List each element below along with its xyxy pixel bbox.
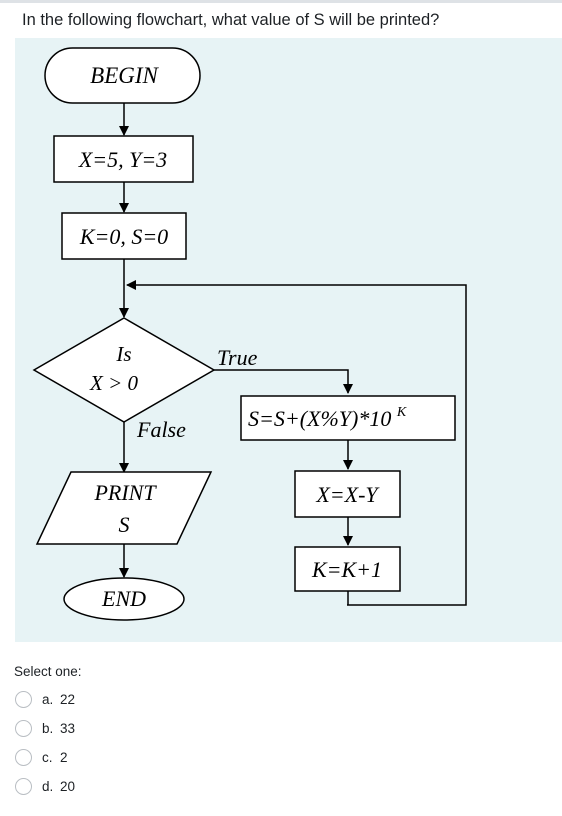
flowchart	[27, 40, 477, 630]
option-letter: c.	[42, 750, 53, 765]
update-s-box	[241, 396, 455, 440]
init-xy-label: X=5, Y=3	[78, 147, 168, 172]
update-s-exponent: K	[396, 405, 407, 420]
radio-button[interactable]	[15, 720, 32, 737]
end-label: END	[102, 586, 146, 611]
true-branch-line	[214, 370, 348, 393]
option-letter: b.	[42, 721, 54, 736]
true-label: True	[217, 345, 258, 370]
radio-button[interactable]	[15, 778, 32, 795]
begin-label: BEGIN	[90, 63, 158, 88]
radio-button[interactable]	[15, 749, 32, 766]
print-line2: S	[118, 512, 130, 537]
false-label: False	[137, 417, 186, 442]
option-value: 2	[60, 750, 68, 765]
decision-diamond	[34, 318, 214, 422]
update-x-label: X=X-Y	[316, 482, 378, 507]
begin-terminal	[45, 48, 200, 103]
end-terminal	[64, 578, 184, 620]
update-k-box	[295, 547, 400, 591]
print-box	[37, 472, 211, 544]
answer-section	[13, 664, 82, 801]
answer-options	[13, 685, 82, 801]
top-divider	[0, 0, 562, 3]
radio-button[interactable]	[15, 691, 32, 708]
decision-line1: Is	[116, 342, 132, 366]
update-k-label: K=K+1	[311, 557, 383, 582]
svg-text:S=S+(X%Y)*10 K	[248, 405, 407, 431]
option-letter: d.	[42, 779, 54, 794]
init-ks-label: K=0, S=0	[79, 224, 169, 249]
answer-option-d[interactable]	[13, 772, 82, 801]
question-text: In the following flowchart, what value of S will be printed?	[22, 11, 440, 29]
update-s-label: S=S+(X%Y)*10	[248, 406, 392, 431]
answer-option-b[interactable]	[13, 714, 82, 743]
decision-line2: X > 0	[90, 371, 138, 395]
option-value: 20	[60, 779, 76, 794]
option-letter: a.	[42, 692, 54, 707]
answer-option-a[interactable]	[13, 685, 82, 714]
option-value: 22	[60, 692, 76, 707]
option-value: 33	[60, 721, 76, 736]
select-one-prompt: Select one:	[14, 664, 82, 679]
answer-option-c[interactable]	[13, 743, 82, 772]
update-x-box	[295, 471, 400, 517]
init-xy-box	[54, 136, 193, 182]
print-line1: PRINT	[94, 480, 156, 505]
init-ks-box	[62, 213, 186, 259]
